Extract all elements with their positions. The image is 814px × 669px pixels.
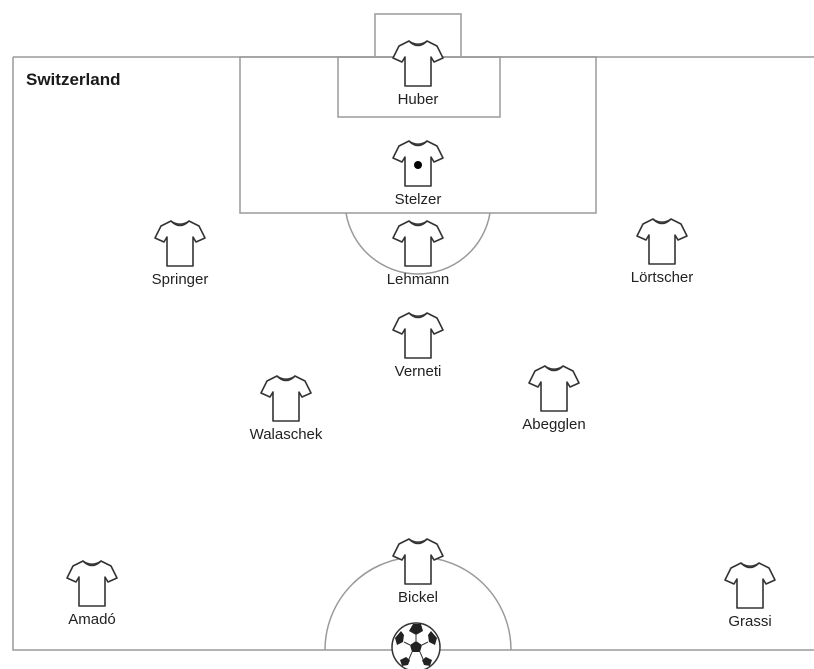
captain-marker-icon (414, 161, 422, 169)
player-huber (358, 38, 478, 108)
shirt-icon (154, 218, 206, 268)
shirt-icon (392, 138, 444, 188)
player-name: Amadó (68, 611, 116, 628)
player-name: Huber (397, 91, 439, 108)
player-name: Grassi (728, 613, 772, 630)
shirt-icon (528, 363, 580, 413)
shirt-icon (636, 216, 688, 266)
player-walaschek (226, 373, 346, 443)
player-springer (120, 218, 240, 288)
player-abegglen (494, 363, 614, 433)
team-name: Switzerland (26, 70, 121, 89)
player-name: Bickel (397, 589, 438, 606)
player-stelzer (358, 138, 478, 208)
shirt-icon (392, 38, 444, 88)
shirt-icon (392, 218, 444, 268)
shirt-icon (392, 536, 444, 586)
player-name: Abegglen (522, 416, 586, 433)
football-icon (392, 623, 440, 669)
player-amado (32, 558, 152, 628)
player-name: Lörtscher (630, 269, 694, 286)
player-lortscher (602, 216, 722, 286)
shirt-icon (260, 373, 312, 423)
player-name: Stelzer (394, 191, 442, 208)
player-verneti (358, 310, 478, 380)
player-name: Springer (151, 271, 209, 288)
player-name: Verneti (394, 363, 442, 380)
shirt-icon (392, 310, 444, 360)
shirt-icon (66, 558, 118, 608)
shirt-icon (724, 560, 776, 610)
player-bickel (358, 536, 478, 606)
player-grassi (690, 560, 810, 630)
player-name: Lehmann (386, 271, 450, 288)
player-lehmann (358, 218, 478, 288)
player-name: Walaschek (249, 426, 323, 443)
